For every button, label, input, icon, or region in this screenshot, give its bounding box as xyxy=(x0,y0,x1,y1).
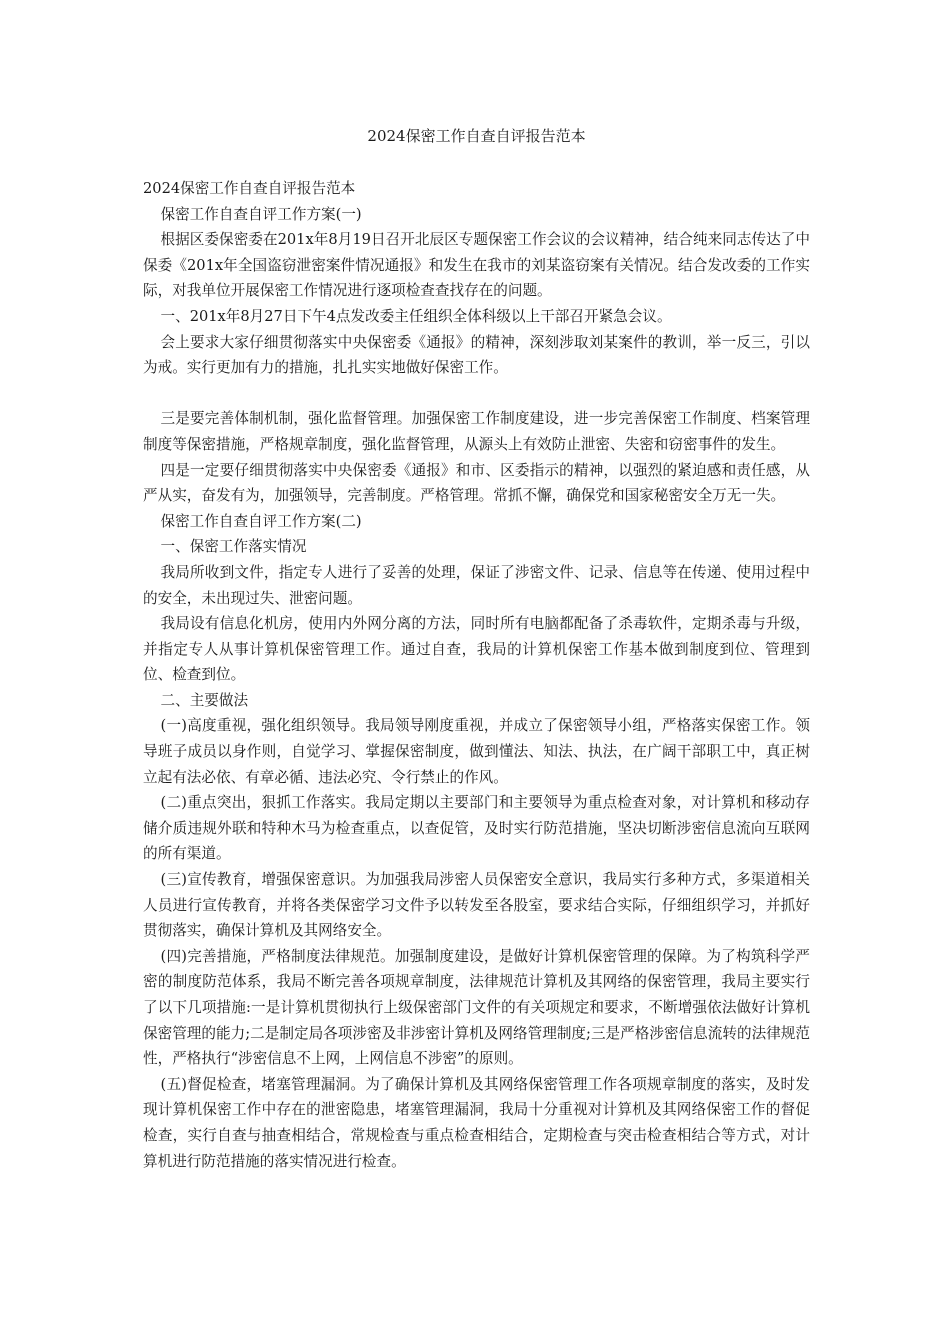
paragraph-gap xyxy=(143,381,810,407)
paragraph: 会上要求大家仔细贯彻落实中央保密委《通报》的精神，深刻涉取刘某案件的教训，举一反三，引以为戒。实行更加有力的措施，扎扎实实地做好保密工作。 xyxy=(143,333,810,377)
paragraph: 根据区委保密委在201x年8月19日召开北辰区专题保密工作会议的会议精神，结合纯来同志传达了中保委《201x年全国盗窃泄密案件情况通报》和发生在我市的刘某盗窃案有关情况。结合发改委的工作实际，对我单位开展保密工作情况进行逐项检查查找存在的问题。 xyxy=(143,231,810,300)
paragraph: 一、保密工作落实情况 xyxy=(160,538,307,556)
document-body xyxy=(143,176,810,1174)
paragraph: 我局设有信息化机房，使用内外网分离的方法，同时所有电脑都配备了杀毒软件，定期杀毒与升级，并指定专人从事计算机保密管理工作。通过自查，我局的计算机保密工作基本做到制度到位、管理到位、检查到位。 xyxy=(143,615,810,684)
paragraph: 四是一定要仔细贯彻落实中央保密委《通报》和市、区委指示的精神，以强烈的紧迫感和责任感，从严从实，奋发有为，加强领导，完善制度。严格管理。常抓不懈，确保党和国家秘密安全万无一失。 xyxy=(143,461,810,505)
paragraph: 保密工作自查自评工作方案(二) xyxy=(160,512,362,530)
paragraph: 保密工作自查自评工作方案(一) xyxy=(160,205,362,223)
paragraph: (一)高度重视，强化组织领导。我局领导刚度重视，并成立了保密领导小组，严格落实保密工作。领导班子成员以身作则，自觉学习、掌握保密制度，做到懂法、知法、执法，在广阔干部职工中，真正树立起有法必依、有章必循、违法必究、令行禁止的作风。 xyxy=(143,717,810,786)
paragraph: 二、主要做法 xyxy=(160,691,249,709)
paragraph: (五)督促检查，堵塞管理漏洞。为了确保计算机及其网络保密管理工作各项规章制度的落实，及时发现计算机保密工作中存在的泄密隐患，堵塞管理漏洞，我局十分重视对计算机及其网络保密工作的督促检查，实行自查与抽查相结合，常规检查与重点检查相结合，定期检查与突击检查相结合等方式，对计算机进行防范措施的落实情况进行检查。 xyxy=(143,1075,810,1170)
paragraph: 一、201x年8月27日下午4点发改委主任组织全体科级以上干部召开紧急会议。 xyxy=(160,307,672,325)
paragraph: 我局所收到文件，指定专人进行了妥善的处理，保证了涉密文件、记录、信息等在传递、使用过程中的安全，未出现过失、泄密问题。 xyxy=(143,563,810,607)
paragraph: (二)重点突出，狠抓工作落实。我局定期以主要部门和主要领导为重点检查对象，对计算机和移动存储介质违规外联和特种木马为检查重点，以查促管，及时实行防范措施，坚决切断涉密信息流向互联网的所有渠道。 xyxy=(143,794,810,863)
document-page xyxy=(143,0,810,1344)
paragraph: (三)宣传教育，增强保密意识。为加强我局涉密人员保密安全意识，我局实行多种方式，多渠道相关人员进行宣传教育，并将各类保密学习文件予以转发至各股室，要求结合实际，仔细组织学习，并抓好贯彻落实，确保计算机及其网络安全。 xyxy=(143,871,810,940)
paragraph: (四)完善措施，严格制度法律规范。加强制度建设，是做好计算机保密管理的保障。为了构筑科学严密的制度防范体系，我局不断完善各项规章制度，法律规范计算机及其网络的保密管理，我局主要实行了以下几项措施:一是计算机贯彻执行上级保密部门文件的有关项规定和要求，不断增强依法做好计算机保密管理的能力;二是制定局各项涉密及非涉密计算机及网络管理制度;三是严格涉密信息流转的法律规范性，严格执行“涉密信息不上网，上网信息不涉密”的原则。 xyxy=(143,947,810,1068)
paragraph: 三是要完善体制机制，强化监督管理。加强保密工作制度建设，进一步完善保密工作制度、档案管理制度等保密措施，严格规章制度，强化监督管理，从源头上有效防止泄密、失密和窃密事件的发生。 xyxy=(143,410,810,453)
paragraph: 2024保密工作自查自评报告范本 xyxy=(143,180,356,197)
document-title: 2024保密工作自查自评报告范本 xyxy=(367,127,586,145)
